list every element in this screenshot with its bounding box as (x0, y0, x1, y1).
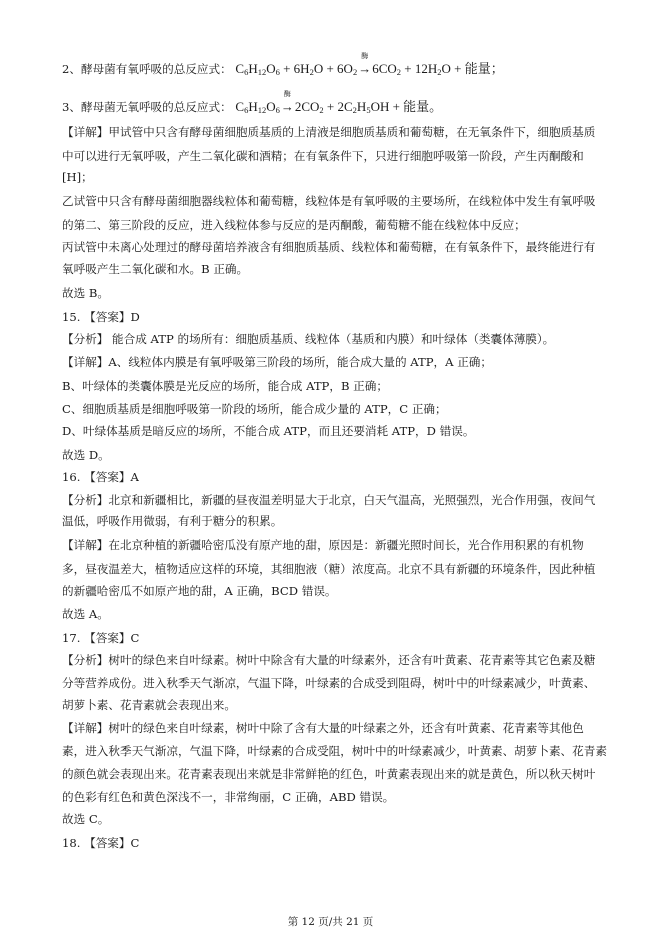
text-line: 【分析】树叶的绿色来自叶绿素。树叶中除含有大量的叶绿素外，还含有叶黄素、花青素等其它色素及糖 (62, 653, 596, 667)
text-line: 素，进入秋季天气渐凉，气温下降，叶绿素的合成受阻，树叶中的叶绿素减少，叶黄素、胡萝卜素、花青素 (62, 744, 607, 758)
text-line: 氧呼吸产生二氧化碳和水。B 正确。 (62, 262, 249, 276)
text-line: 中可以进行无氧呼吸，产生二氧化碳和酒精；在有氧条件下，只进行细胞呼吸第一阶段，产生丙酮酸和 (62, 149, 584, 163)
text-line: 的色彩有红色和黄色深浅不一，非常绚丽，C 正确，ABD 错误。 (62, 790, 395, 804)
enzyme-label: 酶 (361, 52, 369, 60)
text-line: 故选 B。 (62, 286, 109, 300)
text-line: [H]； (62, 170, 93, 184)
text-line: 温低，呼吸作用微弱，有利于糖分的积累。 (62, 514, 283, 528)
text-line: D、叶绿体基质是暗反应的场所，不能合成 ATP，而且还要消耗 ATP，D 错误。 (62, 424, 475, 438)
enzyme-label: 酶 (283, 90, 291, 98)
text-line: 【分析】 能合成 ATP 的场所有：细胞质基质、线粒体（基质和内膜）和叶绿体（类囊体薄膜）。 (62, 332, 555, 346)
aerobic-equation-formula: $C_6H_{12}O_6 + 6H_2O + 6O_2$ 酶 $\to 6CO_2 + 12H_2O$ + 能量； (235, 52, 504, 77)
text-line: 故选 A。 (62, 607, 109, 621)
text-line: 16. 【答案】A (62, 470, 139, 484)
text-line: 【详解】在北京种植的新疆哈密瓜没有原产地的甜，原因是：新疆光照时间长，光合作用积累的有机物 (62, 538, 584, 552)
text-line: 的新疆哈密瓜不如原产地的甜，A 正确，BCD 错误。 (62, 584, 337, 598)
text-line: 多，昼夜温差大，植物适应这样的环境，其细胞液（糖）浓度高。北京不具有新疆的环境条件，因此种植 (62, 562, 596, 576)
aerobic-equation-label: 2、酵母菌有氧呼吸的总反应式： (62, 62, 232, 76)
anaerobic-equation (62, 90, 443, 115)
anaerobic-equation-label: 3、酵母菌无氧呼吸的总反应式： (62, 100, 232, 114)
anaerobic-equation-formula: $C_6H_{12}O_6$ 酶 $\to 2CO_2 + 2C_2H_5OH$ + 能量。 (235, 90, 443, 115)
text-line: 18. 【答案】C (62, 836, 140, 850)
text-line: 15. 【答案】D (62, 310, 140, 324)
text-line: 分等营养成份。进入秋季天气渐凉，气温下降，叶绿素的合成受到阻碍，树叶中的叶绿素减少，叶黄素、 (62, 676, 596, 690)
text-line: 故选 D。 (62, 448, 110, 462)
page-footer: 第 12 页/共 21 页 (287, 916, 374, 928)
text-line: 的颜色就会表现出来。花青素表现出来就是非常鲜艳的红色，叶黄素表现出来的就是黄色，所以秋天树叶 (62, 767, 596, 781)
reaction-arrow: 酶 → (358, 52, 372, 76)
text-line: 17. 【答案】C (62, 631, 140, 645)
text-line: 乙试管中只含有酵母菌细胞器线粒体和葡萄糖，线粒体是有氧呼吸的主要场所，在线粒体中发生有氧呼吸 (62, 194, 596, 208)
text-line: 【详解】甲试管中只含有酵母菌细胞质基质的上清液是细胞质基质和葡萄糖，在无氧条件下，细胞质基质 (62, 125, 596, 139)
reaction-arrow: 酶 → (280, 90, 294, 114)
text-line: 【详解】树叶的绿色来自叶绿素，树叶中除了含有大量的叶绿素之外，还含有叶黄素、花青素等其他色 (62, 721, 584, 735)
text-line: 故选 C。 (62, 812, 110, 826)
text-line: 胡萝卜素、花青素就会表现出来。 (62, 698, 236, 712)
text-line: C、细胞质基质是细胞呼吸第一阶段的场所，能合成少量的 ATP，C 正确； (62, 402, 447, 416)
text-line: 的第二、第三阶段的反应，进入线粒体参与反应的是丙酮酸，葡萄糖不能在线粒体中反应； (62, 218, 526, 232)
aerobic-equation (62, 52, 504, 77)
text-line: 【分析】北京和新疆相比，新疆的昼夜温差明显大于北京，白天气温高，光照强烈，光合作用强，夜间气 (62, 493, 596, 507)
text-line: 丙试管中未离心处理过的酵母菌培养液含有细胞质基质、线粒体和葡萄糖，在有氧条件下，最终能进行有 (62, 240, 596, 254)
text-line: 【详解】A、线粒体内膜是有氧呼吸第三阶段的场所，能合成大量的 ATP，A 正确； (62, 355, 492, 369)
text-line: B、叶绿体的类囊体膜是光反应的场所，能合成 ATP，B 正确； (62, 379, 388, 393)
